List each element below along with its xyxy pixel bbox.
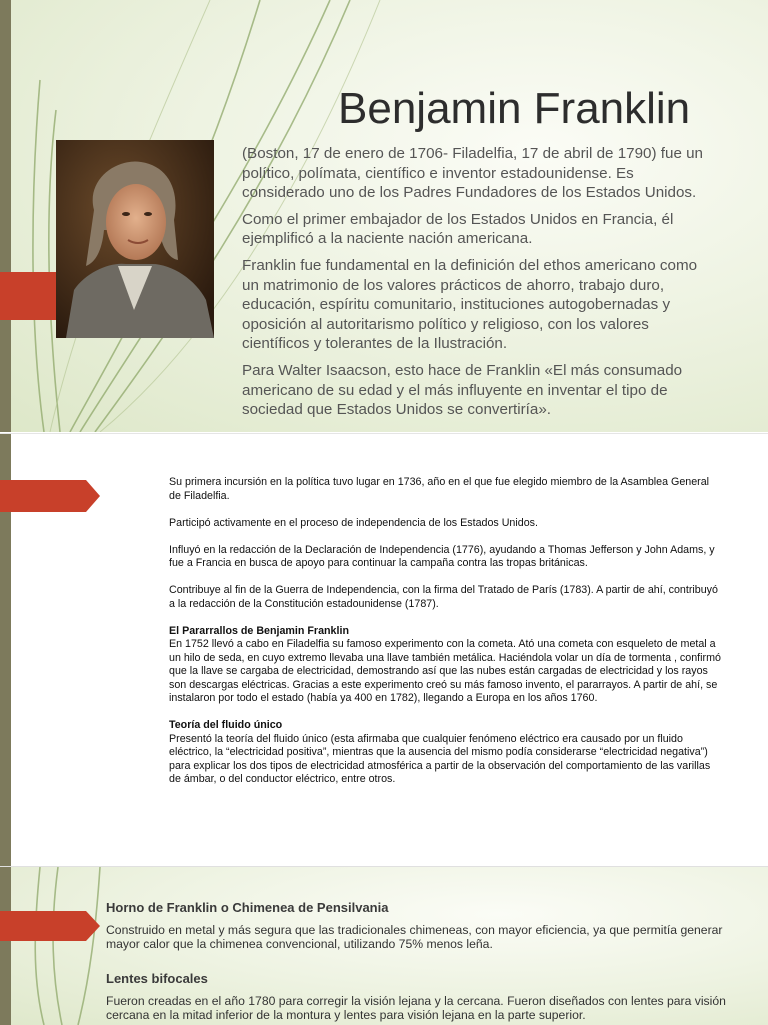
paragraph: Influyó en la redacción de la Declaración de Independencia (1776), ayudando a Thomas Jefferson y John Adams, y fue a Francia en busca de apoyo para continuar la campaña contra las tropas británicas. [169,543,715,569]
inventions-text [106,901,726,1025]
left-bar [0,867,11,1025]
left-bar [0,0,11,432]
section-heading: Horno de Franklin o Chimenea de Pensilvania [106,900,389,915]
politics-text [169,476,721,800]
fluid-theory-section [169,719,721,787]
intro-text [242,144,718,427]
arrow-marker [0,480,100,512]
arrow-marker [0,911,100,941]
intro-paragraph: (Boston, 17 de enero de 1706- Filadelfia, 17 de abril de 1790) fue un político, polímata, científico e inventor estadounidense. Es considerado uno de los Padres Fundadores de los Estados Unidos. [242,145,704,202]
slide-3 [0,866,768,1025]
paragraph: Fueron creadas en el año 1780 para corregir la visión lejana y la cercana. Fueron diseñados con lentes para visión cercana en la mitad inferior de la montura y lentes para visión lejana en la parte superior. [106,994,726,1022]
lightning-rod-section [169,625,721,706]
page-title: Benjamin Franklin [338,84,691,133]
section-heading: Teoría del fluido único [169,719,283,731]
intro-paragraph: Franklin fue fundamental en la definición del ethos americano como un matrimonio de los valores prácticos de ahorro, trabajo duro, educación, espíritu comunitario, instituciones autogobernadas y oposición al autoritarismo político y religioso, con los valores científicos y tolerantes de la Ilustración. [242,256,698,353]
portrait-image [56,140,214,338]
intro-paragraph: Como el primer embajador de los Estados Unidos en Francia, él ejemplificó a la naciente nación americana. [242,210,674,248]
slide-1 [0,0,768,432]
section-heading: El Pararrallos de Benjamin Franklin [169,624,349,637]
paragraph: Contribuye al fin de la Guerra de Independencia, con la firma del Tratado de París (1783). A partir de ahí, contribuyó a la redacción de la Constitución estadounidense (1787). [169,584,718,610]
paragraph: Presentó la teoría del fluido único (esta afirmaba que cualquier fenómeno eléctrico era causado por un fluido eléctrico, la “electricidad positiva”, mientras que la ausencia del mismo podía considerarse “electricidad negativa”) para explicar los dos tipos de electricidad atmosférica a partir de la observación del comportamiento de las varillas de ámbar, o del conductor eléctrico, entre otros. [169,732,711,785]
paragraph: Construido en metal y más segura que las tradicionales chimeneas, con mayor eficiencia, ya que permitía generar mayor calor que la chimenea convencional, utilizando 75% menos leña. [106,923,723,951]
slide-2 [0,433,768,866]
arrow-marker [0,272,58,320]
section-heading: Lentes bifocales [106,971,208,986]
paragraph: Su primera incursión en la política tuvo lugar en 1736, año en el que fue elegido miembro de la Asamblea General de Filadelfia. [169,476,710,502]
paragraph: Participó activamente en el proceso de independencia de los Estados Unidos. [169,516,538,529]
intro-paragraph: Para Walter Isaacson, esto hace de Franklin «El más consumado americano de su edad y el más influyente en inventar el tipo de sociedad que Estados Unidos se convertiría». [242,361,683,419]
paragraph: En 1752 llevó a cabo en Filadelfia su famoso experimento con la cometa. Ató una cometa con esqueleto de metal a un hilo de seda, en cuyo extremo llevaba una llave también metálica. Haciéndola volar un día de tormenta , confirmó que la llave se cargaba de electricidad, demostrando así que las nubes están cargadas de electricidad y los rayos son descargas eléctricas. Gracias a este experimento creó su más famoso invento, el pararrayos. A partir de ahí, se instalaron por todo el estado (había ya 400 en 1782), llegando a Europa en los años 1760. [169,638,721,704]
